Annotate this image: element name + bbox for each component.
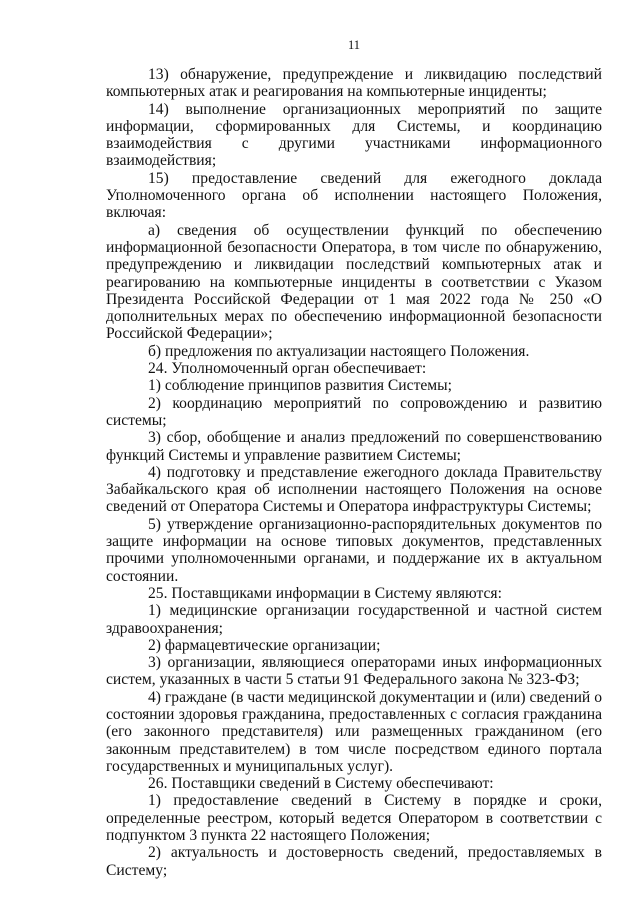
paragraph-item-13: 13) обнаружение, предупреждение и ликвидацию последствий компьютерных атак и реагирования на компьютерные инциденты; [106, 66, 602, 101]
paragraph-24-item-4: 4) подготовку и представление ежегодного доклада Правительству Забайкальского края об исполнении настоящего Положения на основе сведений от Оператора Системы и Оператора инфраструктуры Системы; [106, 463, 602, 516]
paragraph-section-25: 25. Поставщиками информации в Систему являются: [148, 584, 502, 602]
paragraph-24-item-2: 2) координацию мероприятий по сопровождению и развитию системы; [106, 394, 602, 429]
paragraph-25-item-2: 2) фармацевтические организации; [148, 636, 381, 654]
paragraph-24-item-3: 3) сбор, обобщение и анализ предложений по совершенствованию функций Системы и управление развитием Системы; [106, 429, 602, 464]
paragraph-item-15: 15) предоставление сведений для ежегодного доклада Уполномоченного органа об исполнении настоящего Положения, включая: [106, 169, 602, 222]
paragraph-24-item-1: 1) соблюдение принципов развития Системы; [148, 377, 452, 395]
paragraph-section-24: 24. Уполномоченный орган обеспечивает: [148, 360, 427, 378]
document-body [106, 66, 602, 879]
paragraph-section-26: 26. Поставщики сведений в Систему обеспечивают: [148, 775, 494, 793]
paragraph-subitem-b: б) предложения по актуализации настоящего Положения. [148, 342, 530, 360]
paragraph-25-item-3: 3) организации, являющиеся операторами иных информационных систем, указанных в части 5 статьи 91 Федерального закона № 323-ФЗ; [106, 654, 602, 689]
paragraph-26-item-2: 2) актуальность и достоверность сведений, предоставляемых в Систему; [106, 844, 602, 879]
paragraph-subitem-a: а) сведения об осуществлении функций по обеспечению информационной безопасности Оператора, в том числе по обнаружению, предупреждению и ликвидации последствий компьютерных атак и реагированию на компьютерные инциденты в соответствии с Указом Президента Российской Федерации от 1 мая 2022 года № 250 «О дополнительных мерах по обеспечению информационной безопасности Российской Федерации»; [106, 221, 602, 343]
paragraph-25-item-4: 4) граждане (в части медицинской документации и (или) сведений о состоянии здоровья гражданина, предоставленных с согласия гражданина (его законного представителя) или размещенных гражданином (его законным представителем) в том числе посредством единого портала государственных и муниципальных услуг). [106, 688, 602, 775]
paragraph-item-14: 14) выполнение организационных мероприятий по защите информации, сформированных для Системы, и координацию взаимодействия с другими участниками информационного взаимодействия; [106, 100, 602, 170]
paragraph-24-item-5: 5) утверждение организационно-распорядительных документов по защите информации на основе типовых документов, представленных прочими уполномоченными органами, и поддержание их в актуальном состоянии. [106, 515, 602, 585]
page-number: 11 [347, 38, 361, 52]
paragraph-26-item-1: 1) предоставление сведений в Систему в порядке и сроки, определенные реестром, который ведется Оператором в соответствии с подпунктом 3 пункта 22 настоящего Положения; [106, 792, 602, 845]
paragraph-25-item-1: 1) медицинские организации государственной и частной систем здравоохранения; [106, 602, 602, 637]
